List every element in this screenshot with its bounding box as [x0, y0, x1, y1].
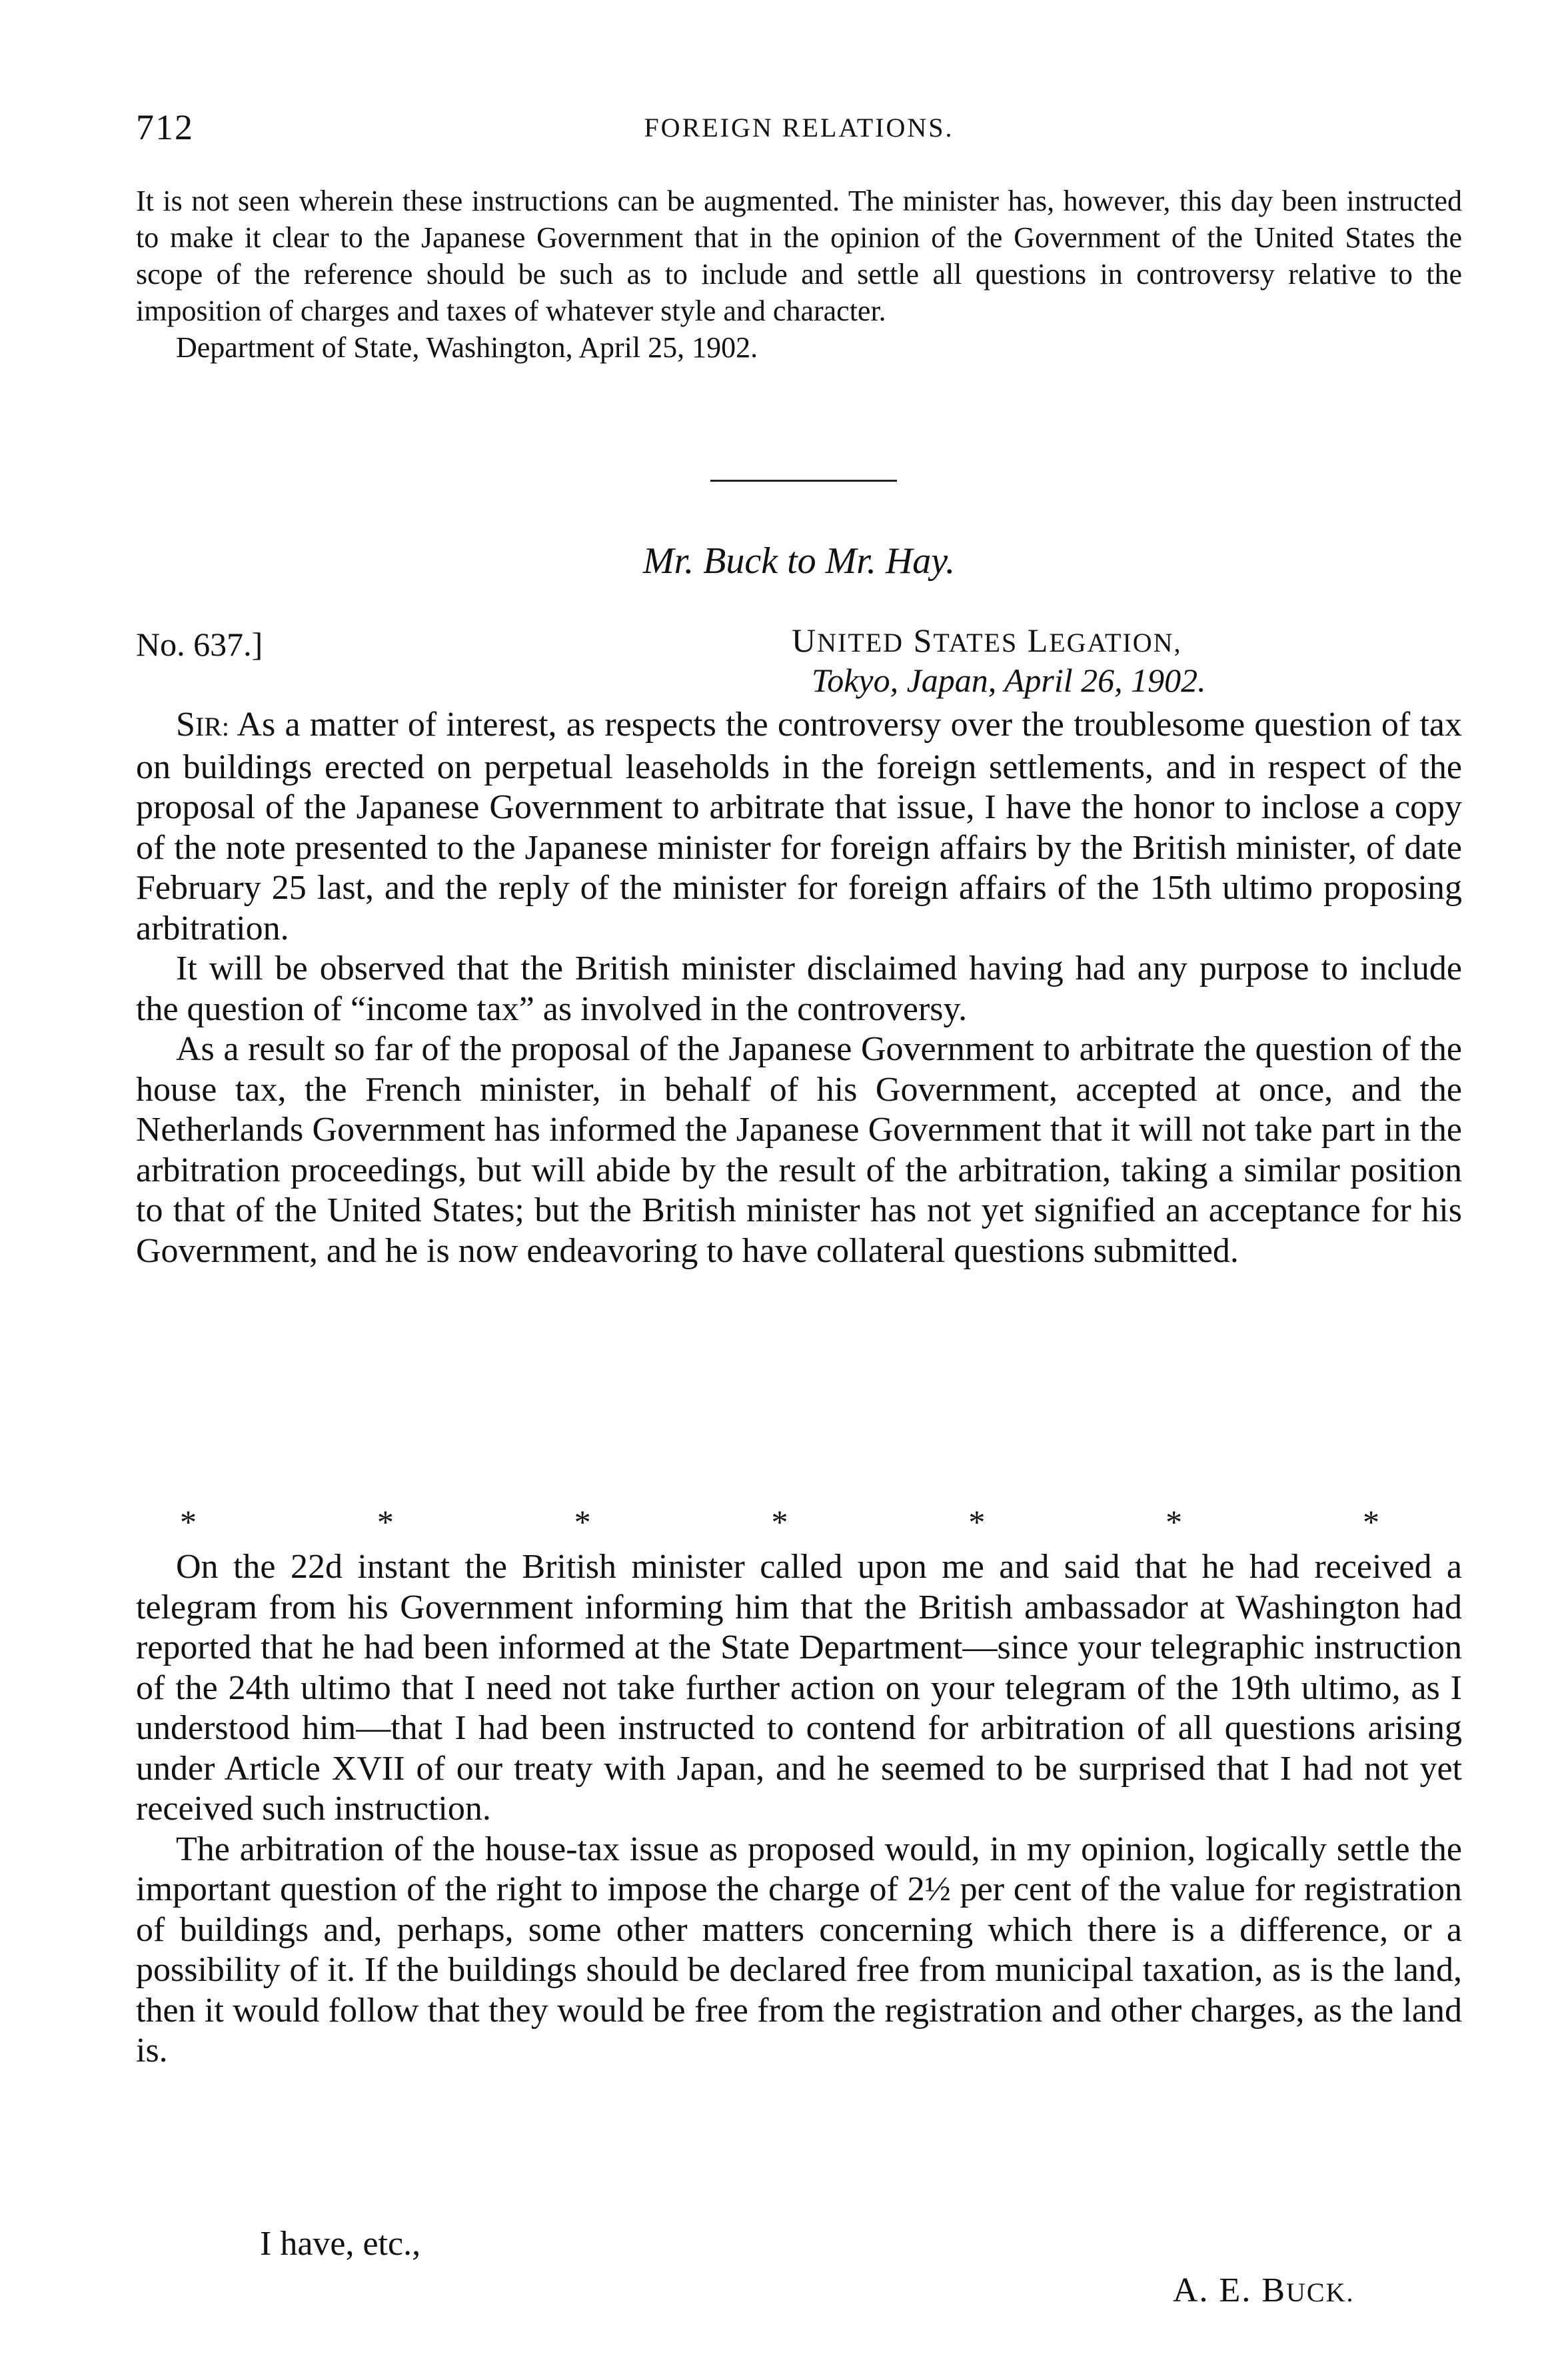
intro-dateline: Department of State, Washington, April 25, 1902. [176, 331, 758, 364]
letter-body-part-1 [136, 705, 1462, 1271]
star: * [180, 1503, 197, 1540]
legation-line [792, 621, 1182, 660]
star: * [968, 1503, 986, 1540]
legation-s: S [913, 622, 934, 659]
page-header [136, 107, 1462, 153]
legation-l: L [1027, 622, 1050, 659]
letter-signature [1173, 2271, 1354, 2310]
document-number: No. 637.] [136, 626, 263, 663]
star: * [1165, 1503, 1183, 1540]
intro-section [136, 183, 1462, 366]
letter-dateline: Tokyo, Japan, April 26, 1902. [812, 662, 1206, 699]
section-divider [710, 480, 897, 482]
page-number: 712 [136, 107, 194, 147]
paragraph-sir [136, 705, 1462, 949]
legation-egation: EGATION, [1049, 628, 1182, 658]
legation-u: U [792, 622, 818, 659]
signature-rest: UCK. [1286, 2277, 1355, 2307]
paragraph-4: On the 22d instant the British minister called upon me and said that he had received a telegram from his Government informing him that the British ambassador at Washington had reported that he had been informed at the State Department—since your telegraphic instruction of the 24th ultimo that I need not take further action on your telegram of the 19th ultimo, as I understood him—that I had been instructed to contend for arbitration of all questions arising under Article XVII of our treaty with Japan, and he seemed to be surprised that I had not yet received such instruction. [136, 1548, 1462, 1828]
paragraph-2: It will be observed that the British minister disclaimed having had any purpose to include the question of “income tax” as involved in the controversy. [136, 949, 1462, 1028]
star: * [771, 1503, 788, 1540]
ellipsis-stars [180, 1502, 1379, 1541]
letter-closing: I have, etc., [260, 2225, 421, 2263]
legation-nited: NITED [817, 628, 904, 658]
salutation-initial: S [176, 706, 195, 744]
paragraph-1-text: As a matter of interest, as respects the controversy over the troublesome question of tax on buildings erected on perpetual leaseholds in the foreign settlements, and in respect of the proposal of the Japanese Government to arbitrate that issue, I have the honor to inclose a copy of the note presented to the Japanese minister for foreign affairs by the British minister, of date February 25 last, and the reply of the minister for foreign affairs of the 15th ultimo proposing arbitration. [136, 706, 1462, 947]
salutation-rest: IR: [195, 712, 230, 742]
paragraph-5: The arbitration of the house-tax issue as proposed would, in my opinion, logically settle the important question of the right to impose the charge of 2½ per cent of the value for registration of buildings and, perhaps, some other matters concerning which there is a difference, or a possibility of it. If the buildings should be declared free from municipal taxation, as is the land, then it would follow that they would be free from the registration and other charges, as the land is. [136, 1830, 1462, 2070]
running-head: FOREIGN RELATIONS. [644, 113, 954, 143]
star: * [1362, 1503, 1379, 1540]
paragraph-3: As a result so far of the proposal of the Japanese Government to arbitrate the question of the house tax, the French minister, in behalf of his Government, accepted at once, and the Netherlands Government has informed the Japanese Government that it will not take part in the arbitration proceedings, but will abide by the result of the arbitration, taking a similar position to that of the United States; but the British minister has not yet signified an acceptance for his Government, and he is now endeavoring to have collateral questions submitted. [136, 1030, 1462, 1270]
star: * [574, 1503, 591, 1540]
letter-heading: Mr. Buck to Mr. Hay. [642, 540, 956, 582]
legation-tates: TATES [933, 628, 1018, 658]
signature-initials: A. E. B [1173, 2271, 1286, 2309]
letter-body-part-2 [136, 1547, 1462, 2072]
star: * [377, 1503, 394, 1540]
intro-paragraph: It is not seen wherein these instructions can be augmented. The minister has, however, this day been instructed to make it clear to the Japanese Government that in the opinion of the Government of the United States the scope of the reference should be such as to include and settle all questions in controversy relative to the imposition of charges and taxes of whatever style and character. [136, 185, 1462, 327]
